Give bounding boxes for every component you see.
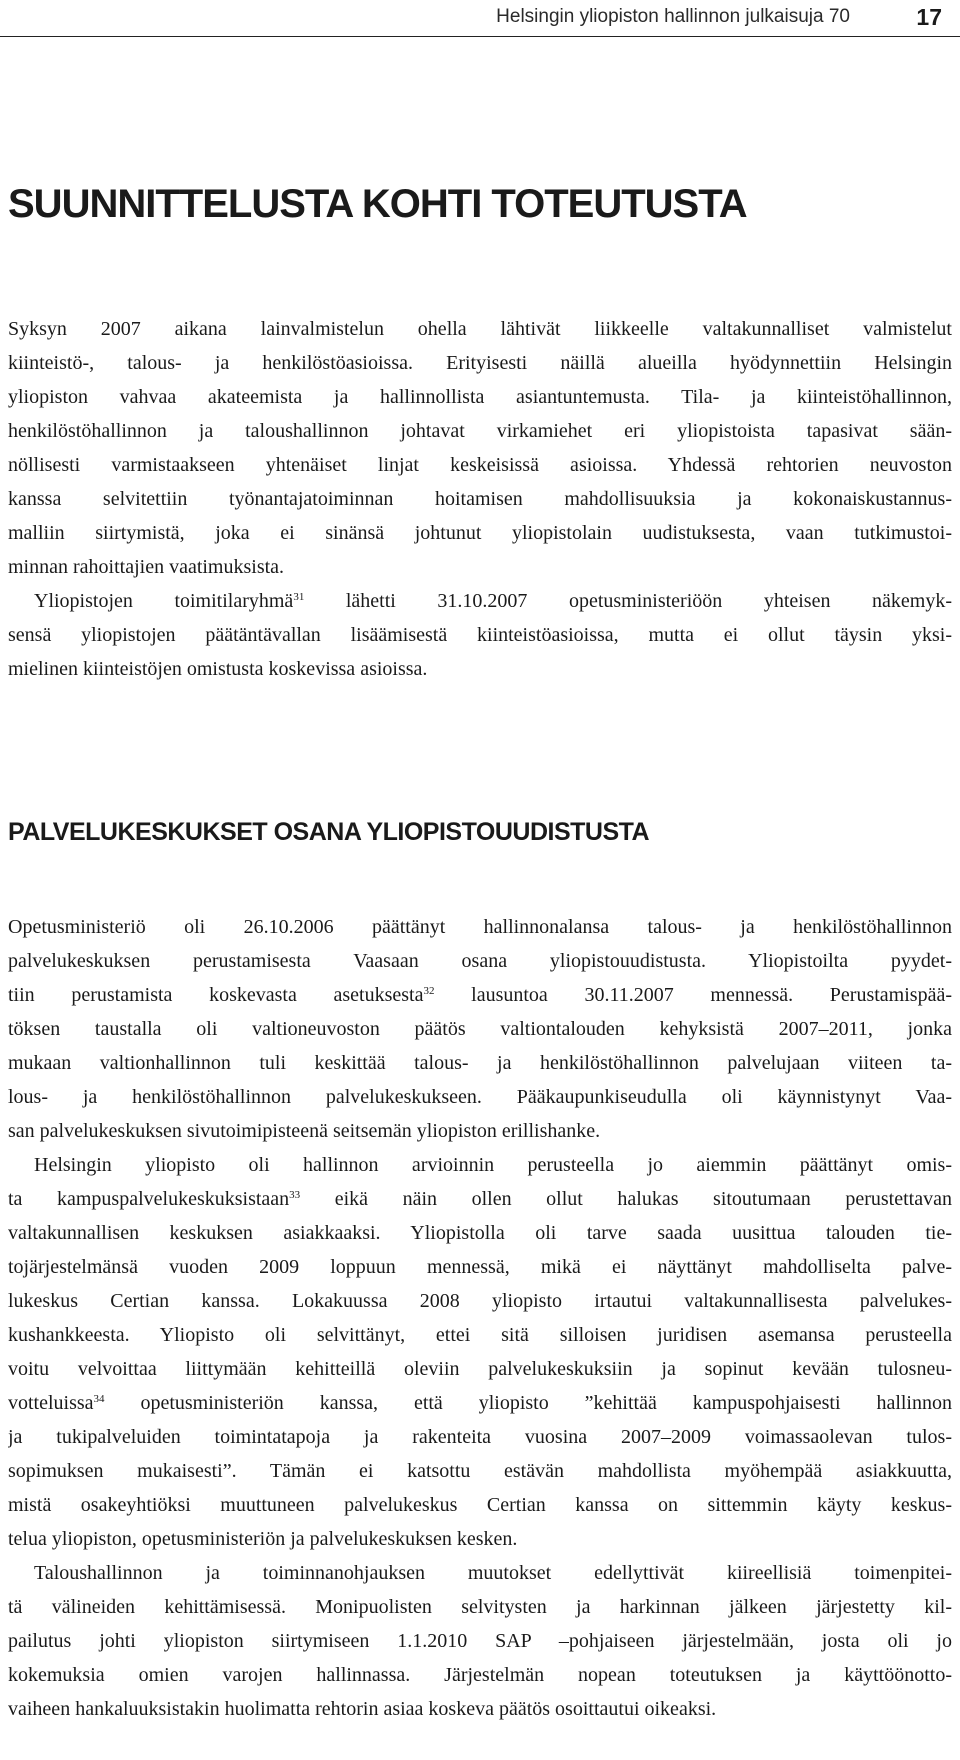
body-line: pailutus johti yliopiston siirtymiseen 1.1.2010 SAP –pohjaiseen järjestelmään, josta oli jo [8, 1630, 952, 1652]
body-line: Syksyn 2007 aikana lainvalmistelun ohella lähtivät liikkeelle valtakunnalliset valmistelut [8, 318, 952, 340]
body-line: kiinteistö-, talous- ja henkilöstöasioissa. Erityisesti näillä alueilla hyödynnettiin Helsingin [8, 352, 952, 374]
body-line: ja tukipalveluiden toimintatapoja ja rakenteita vuosina 2007–2009 voimassaolevan tulos- [8, 1426, 952, 1448]
body-line: lous- ja henkilöstöhallinnon palvelukeskukseen. Pääkaupunkiseudulla oli käynnistynyt Vaa- [8, 1086, 952, 1108]
body-line: lukeskus Certian kanssa. Lokakuussa 2008 yliopisto irtautui valtakunnallisesta palvelukes- [8, 1290, 952, 1312]
body-line [8, 978, 952, 1012]
body-line: Taloushallinnon ja toiminnanohjauksen muutokset edellyttivät kiireellisiä toimenpitei- [34, 1562, 952, 1584]
body-line: tä välineiden kehittämisessä. Monipuolisten selvitysten ja harkinnan jälkeen järjestetty kil- [8, 1596, 952, 1618]
body-line [8, 584, 952, 618]
body-line: vaiheen hankaluuksistakin huolimatta rehtorin asiaa koskeva päätös osoittautui oikeaksi. [8, 1698, 717, 1720]
body-line: palvelukeskuksen perustamisesta Vaasaan osana yliopistouudistusta. Yliopistoilta pyydet- [8, 950, 952, 972]
body-line: mielinen kiinteistöjen omistusta koskevissa asioissa. [8, 658, 428, 680]
body-line: voitu velvoittaa liittymään kehitteillä oleviin palvelukeskuksiin ja sopinut kevään tulosneu- [8, 1358, 952, 1380]
body-line: kushankkeesta. Yliopisto oli selvittänyt, ettei sitä silloisen juridisen asemansa perusteella [8, 1324, 952, 1346]
body-line: valtakunnallisen keskuksen asiakkaaksi. Yliopistolla oli tarve saada uusittua talouden tie- [8, 1222, 952, 1244]
body-line: kanssa selvitettiin työnantajatoiminnan hoitamisen mahdollisuuksia ja kokonaiskustannus- [8, 488, 952, 510]
line-text: eikä näin ollen ollut halukas sitoutumaan perustettavan [300, 1188, 952, 1210]
line-text: lausuntoa 30.11.2007 mennessä. Perustamispää- [434, 984, 952, 1006]
section-title: SUUNNITTELUSTA KOHTI TOTEUTUSTA [8, 182, 747, 226]
page-number: 17 [916, 4, 942, 30]
publication-series: Helsingin yliopiston hallinnon julkaisuja 70 [496, 6, 850, 27]
line-text: ta kampuspalvelukeskuksistaan [8, 1188, 290, 1210]
running-header [0, 0, 960, 34]
footnote-ref: 34 [93, 1393, 105, 1405]
body-line: telua yliopiston, opetusministeriön ja palvelukeskuksen kesken. [8, 1528, 518, 1550]
section-subtitle: PALVELUKESKUKSET OSANA YLIOPISTOUUDISTUSTA [8, 818, 650, 846]
body-line [8, 1182, 952, 1216]
body-line: yliopiston vahvaa akateemista ja hallinnollista asiantuntemusta. Tila- ja kiinteistöhallinnon, [8, 386, 952, 408]
header-rule [0, 36, 960, 37]
body-line: san palvelukeskuksen sivutoimipisteenä seitsemän yliopiston erillishanke. [8, 1120, 601, 1142]
body-line: henkilöstöhallinnon ja taloushallinnon johtavat virkamiehet eri yliopistoista tapasivat sään- [8, 420, 952, 442]
body-line: kokemuksia omien varojen hallinnassa. Järjestelmän nopean toteutuksen ja käyttöönotto- [8, 1664, 952, 1686]
body-line: töksen taustalla oli valtioneuvoston päätös valtiontalouden kehyksistä 2007–2011, jonka [8, 1018, 952, 1040]
body-line: nöllisesti varmistaakseen yhtenäiset linjat keskeisissä asioissa. Yhdessä rehtorien neuvoston [8, 454, 952, 476]
body-line: tojärjestelmänsä vuoden 2009 loppuun mennessä, mikä ei näyttänyt mahdolliselta palve- [8, 1256, 952, 1278]
line-text: votteluissa [8, 1392, 94, 1414]
line-text: opetusministeriön kanssa, että yliopisto ”kehittää kampuspohjaisesti hallinnon [104, 1392, 952, 1414]
line-text: tiin perustamista koskevasta asetuksesta [8, 984, 424, 1006]
section2-body [8, 910, 952, 1726]
body-line: sensä yliopistojen päätäntävallan lisäämisestä kiinteistöasioissa, mutta ei ollut täysin yksi- [8, 624, 952, 646]
footnote-ref: 32 [423, 985, 435, 997]
body-line: malliin siirtymistä, joka ei sinänsä johtunut yliopistolain uudistuksesta, vaan tutkimustoi- [8, 522, 952, 544]
body-line: mistä osakeyhtiöksi muuttuneen palvelukeskus Certian kanssa on sittemmin käyty keskus- [8, 1494, 952, 1516]
footnote-ref: 33 [289, 1189, 301, 1201]
body-line: Opetusministeriö oli 26.10.2006 päättänyt hallinnonalansa talous- ja henkilöstöhallinnon [8, 916, 952, 938]
footnote-ref: 31 [293, 591, 305, 603]
section1-body [8, 312, 952, 686]
body-line: minnan rahoittajien vaatimuksista. [8, 556, 285, 578]
line-text: Yliopistojen toimitilaryhmä [34, 590, 294, 612]
line-text: lähetti 31.10.2007 opetusministeriöön yhteisen näkemyk- [304, 590, 952, 612]
body-line: mukaan valtionhallinnon tuli keskittää talous- ja henkilöstöhallinnon palvelujaan viiteen ta- [8, 1052, 952, 1074]
body-line: sopimuksen mukaisesti”. Tämän ei katsottu estävän mahdollista myöhempää asiakkuutta, [8, 1460, 952, 1482]
body-line: Helsingin yliopisto oli hallinnon arvioinnin perusteella jo aiemmin päättänyt omis- [34, 1154, 952, 1176]
body-line [8, 1386, 952, 1420]
